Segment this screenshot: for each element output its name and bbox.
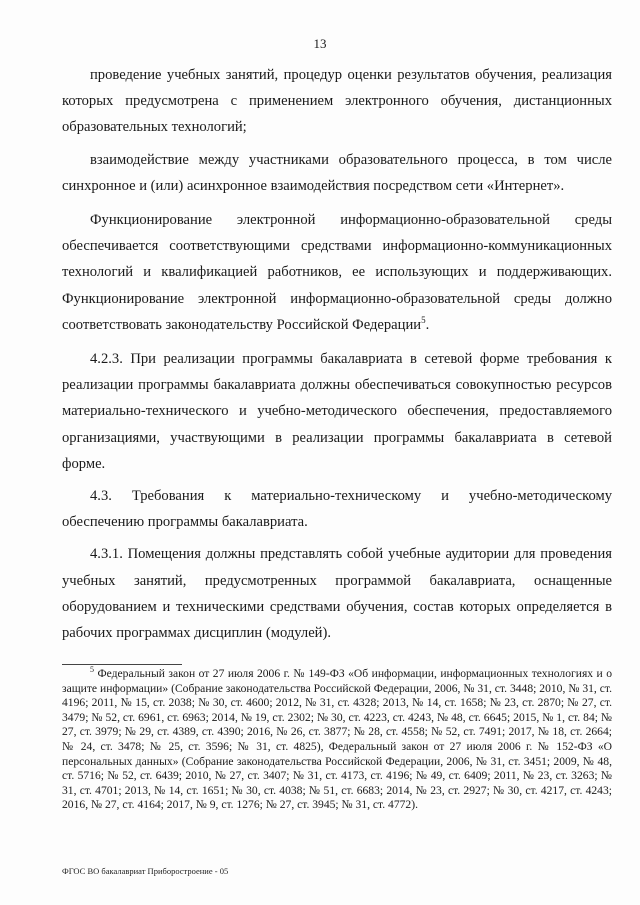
paragraph-interaction: взаимодействие между участниками образовательного процесса, в том числе синхронное и (или) асинхронное взаимодействия посредством сети «Интернет». — [62, 151, 612, 194]
footnote-divider — [62, 664, 182, 665]
paragraph-functioning: Функционирование электронной информационно-образовательной среды обеспечивается соответствующими средствами информационно-коммуникационных технологий и квалификацией работников, ее использующих и поддерживающих. Функционирование электронной информационно-образовательной среды должно соответствовать законодательству Российской Федерации$^5$. — [62, 212, 612, 333]
document-body — [62, 62, 612, 652]
footnote-reference: 5 — [421, 314, 426, 325]
paragraph-4-3: 4.3. Требования к материально-техническому и учебно-методическому обеспечению программы бакалавриата. — [62, 488, 612, 531]
paragraph-4-3-1: 4.3.1. Помещения должны представлять собой учебные аудитории для проведения учебных занятий, предусмотренных программой бакалавриата, оснащенные оборудованием и техническими средствами обучения, состав которых определяется в рабочих программах дисциплин (модулей). — [62, 546, 612, 642]
paragraph-4-2-3: 4.2.3. При реализации программы бакалавриата в сетевой форме требования к реализации программы бакалавриата должны обеспечиваться совокупностью ресурсов материально-технического и учебно-методического обеспечения, предоставляемого организациями, участвующими в реализации программы бакалавриата в сетевой форме. — [62, 351, 612, 472]
paragraph-functioning-text: Функционирование электронной информационно-образовательной среды обеспечивается соответствующими средствами информационно-коммуникационных технологий и квалификацией работников, ее использующих и поддерживающих. Функционирование электронной информационно-образовательной среды должно соответствовать законодательству Российской Федерации — [62, 212, 612, 333]
footnote-text: Федеральный закон от 27 июля 2006 г. № 149-ФЗ «Об информации, информационных технологиях и о защите информации» (Собрание законодательства Российской Федерации, 2006, № 31, ст. 3448; 2010, № 31, ст. 4196; 2011, № 15, ст. 2038; № 30, ст. 4600; 2012, № 31, ст. 4328; 2013, № 14, ст. 1658; № 23, ст. 2870; № 27, ст. 3479; № 52, ст. 6961, ст. 6963; 2014, № 19, ст. 2302; № 30, ст. 4223, ст. 4243, № 48, ст. 6645; 2015, № 1, ст. 84; № 27, ст. 3979; № 29, ст. 4389, ст. 4390; 2016, № 26, ст. 3877; № 28, ст. 4558; № 52, ст. 7491; 2017, № 18, ст. 2664; № 24, ст. 3478; № 25, ст. 3596; № 31, ст. 4825), Федеральный закон от 27 июля 2006 г. № 152-ФЗ «О персональных данных» (Собрание законодательства Российской Федерации, 2006, № 31, ст. 3451; 2009, № 48, ст. 5716; № 52, ст. 6439; 2010, № 27, ст. 3407; № 31, ст. 4173, ст. 4196; № 49, ст. 6409; 2011, № 23, ст. 3263; № 31, ст. 4701; 2013, № 14, ст. 1651; № 30, ст. 4038; № 51, ст. 6683; 2014, № 23, ст. 2927; № 30, ст. 4217, ст. 4243; 2016, № 27, ст. 4164; 2017, № 9, ст. 1276; № 27, ст. 3945; № 31, ст. 4772). — [62, 667, 612, 812]
footnote-mark: 5 — [90, 665, 94, 675]
footnote — [62, 667, 612, 813]
page-footer: ФГОС ВО бакалавриат Приборостроение - 05 — [62, 866, 229, 876]
paragraph-lessons: проведение учебных занятий, процедур оценки результатов обучения, реализация которых предусмотрена с применением электронного обучения, дистанционных образовательных технологий; — [62, 67, 612, 136]
page-number: 13 — [313, 36, 327, 51]
